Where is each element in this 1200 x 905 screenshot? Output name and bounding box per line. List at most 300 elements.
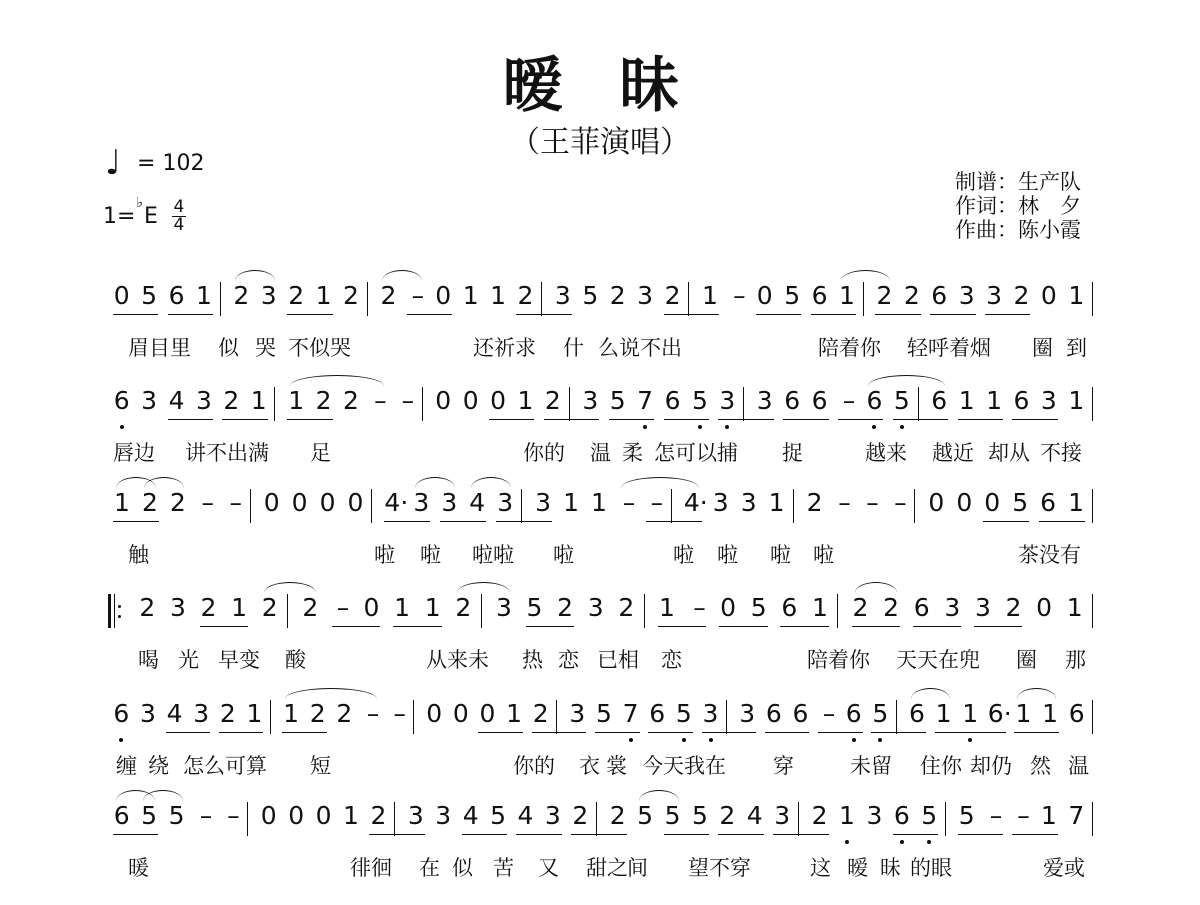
beam-underline (658, 626, 707, 627)
score-line (0, 385, 1200, 490)
extension-dash: – (336, 593, 350, 622)
note: 1 (701, 281, 718, 310)
bar-line (726, 700, 727, 734)
note: 4 (746, 801, 763, 830)
note: 1 (283, 699, 300, 728)
notation-row (0, 800, 1200, 860)
lyric: 天天在兜 (896, 648, 980, 672)
lyric: 住你 (920, 754, 962, 778)
extension-dash: – (650, 488, 664, 517)
note: 0 (435, 281, 452, 310)
bar-line (556, 700, 557, 734)
note: 2 (883, 593, 900, 622)
lyric: 在 (419, 856, 440, 880)
beam-underline (773, 834, 828, 835)
note: 2 (315, 386, 332, 415)
bar-line (541, 282, 542, 316)
lyric: 光 (178, 648, 199, 672)
note: 6 (811, 281, 828, 310)
tempo-marking (105, 143, 204, 183)
beam-underline (532, 732, 587, 733)
time-signature (172, 197, 186, 235)
beam-underline (168, 419, 213, 420)
bar-line (247, 802, 248, 836)
beam-underline (516, 834, 561, 835)
bar-line (914, 489, 915, 523)
octave-dot (900, 425, 904, 429)
beam-underline (664, 314, 719, 315)
note: 3 (544, 801, 561, 830)
bar-line (793, 489, 794, 523)
note: 1 (114, 488, 130, 517)
note: 1 (1068, 281, 1085, 310)
beam-underline (958, 419, 1003, 420)
note: 1 (563, 488, 579, 517)
lyric: 似 (452, 856, 473, 880)
bar-line (481, 594, 482, 628)
note: 1 (768, 488, 785, 517)
bar-line (1092, 489, 1093, 523)
note: 6 (866, 386, 883, 415)
bar-line (798, 802, 799, 836)
note: 6 (931, 281, 948, 310)
notation-row (0, 487, 1200, 547)
note: 2 (609, 281, 626, 310)
tempo-value: = 102 (137, 150, 205, 176)
lyric: 怎可以捕 (654, 441, 738, 465)
bar-line (270, 700, 271, 734)
note: 2 (618, 593, 635, 622)
note: 0 (263, 488, 280, 517)
bar-line (413, 700, 414, 734)
beam-underline (222, 419, 267, 420)
octave-dot (698, 425, 702, 429)
lyric: 喝 (138, 648, 159, 672)
note: 1 (1066, 593, 1083, 622)
lyric: 酸 (285, 648, 306, 672)
octave-dot (643, 425, 647, 429)
beam-underline (219, 732, 264, 733)
note: 5 (958, 801, 975, 830)
lyric: 似 (218, 336, 239, 360)
extension-dash: – (411, 281, 425, 310)
note: 2 (200, 593, 217, 622)
note: 3 (407, 801, 424, 830)
score-line (0, 698, 1200, 803)
note: 2 (141, 488, 158, 517)
extension-dash: – (894, 488, 907, 517)
note: 7 (1068, 801, 1085, 830)
lyric: 恋 (661, 648, 682, 672)
note: 6 (845, 699, 862, 728)
octave-dot (927, 840, 931, 844)
note: 6 (784, 386, 801, 415)
note: 1 (506, 699, 523, 728)
note: 3 (260, 281, 277, 310)
note: 1 (1042, 699, 1058, 728)
note: 0 (319, 488, 336, 517)
lyric: 苦 (493, 856, 514, 880)
note: 0 (452, 699, 469, 728)
note: 6 (931, 386, 948, 415)
note: 5 (664, 801, 681, 830)
extension-dash: – (822, 699, 836, 728)
beam-underline (544, 419, 599, 420)
note: 0 (756, 281, 773, 310)
lyric: 间 (627, 856, 648, 880)
beam-underline (369, 834, 424, 835)
note: 1 (424, 593, 441, 622)
score-line (0, 280, 1200, 385)
note: 1 (288, 386, 305, 415)
beam-underline (871, 732, 926, 733)
bar-line (422, 387, 423, 421)
key-prefix: 1= (103, 204, 136, 229)
note: 2 (223, 386, 240, 415)
note: 4· (384, 488, 409, 517)
beam-underline (664, 834, 709, 835)
beam-underline (838, 419, 883, 420)
beam-underline (113, 314, 158, 315)
note: 3 (958, 281, 975, 310)
lyric: 啦 (770, 543, 791, 567)
note: 3 (719, 386, 736, 415)
lyric: 短 (310, 754, 331, 778)
note: 5 (490, 801, 506, 830)
beam-underline (648, 732, 693, 733)
beam-underline (852, 626, 901, 627)
lyric: 陪着你 (818, 336, 881, 360)
note: 0 (347, 488, 364, 517)
note: 1 (1068, 488, 1084, 517)
note: 2 (664, 281, 681, 310)
note: 1 (839, 281, 855, 310)
extension-dash: – (374, 386, 387, 415)
slur (382, 270, 421, 281)
extension-dash: – (366, 699, 380, 728)
note: 6 (113, 699, 130, 728)
lyric: 你的 (513, 754, 555, 778)
note: 2 (544, 386, 561, 415)
note: 0 (956, 488, 973, 517)
note: 6 (913, 593, 930, 622)
note: 3 (774, 801, 791, 830)
note: 1 (394, 593, 411, 622)
lyric: 啦 (553, 543, 574, 567)
note: 0 (720, 593, 737, 622)
note: 1 (1068, 386, 1085, 415)
lyric: 今天我在 (642, 754, 726, 778)
lyric: 然 (1030, 754, 1051, 778)
lyric: 却从 (988, 441, 1030, 465)
lyric: 啦 (420, 543, 441, 567)
note: 6 (765, 699, 782, 728)
note: 3 (637, 281, 654, 310)
extension-dash: – (227, 801, 240, 830)
note: 7 (637, 386, 654, 415)
extension-dash: – (1017, 801, 1030, 830)
lyric: 温 (1068, 754, 1089, 778)
lyric: 轻呼着烟 (907, 336, 991, 360)
octave-dot (872, 425, 876, 429)
note: 5 (893, 386, 910, 415)
note: 3 (413, 488, 430, 517)
note: 5 (921, 801, 938, 830)
lyric: 茶没有 (1018, 543, 1081, 567)
lyrics-row (0, 750, 1200, 784)
beam-underline (958, 834, 1003, 835)
note: 2 (532, 699, 549, 728)
note: 2 (719, 801, 736, 830)
lyric: 啦 (717, 543, 738, 567)
score-line (0, 592, 1200, 697)
lyric: 越近 (932, 441, 974, 465)
note: 3 (582, 386, 599, 415)
note: 2 (903, 281, 920, 310)
lyric: 足 (310, 441, 331, 465)
lyric: 已相 (597, 648, 639, 672)
bar-line (918, 387, 919, 421)
note: 0 (363, 593, 380, 622)
note: 6 (1013, 386, 1030, 415)
time-signature-top: 4 (173, 197, 185, 217)
beam-underline (478, 732, 523, 733)
lyric: 望不穿 (688, 856, 751, 880)
bar-line (274, 387, 275, 421)
beam-underline (893, 834, 938, 835)
note: 1 (462, 281, 479, 310)
lyric: 不接 (1040, 441, 1082, 465)
note: 4 (462, 801, 479, 830)
note: 2 (517, 281, 534, 310)
octave-dot (629, 738, 633, 742)
beam-underline (718, 419, 773, 420)
note: 0 (260, 801, 277, 830)
beam-underline (384, 521, 430, 522)
note: 4 (469, 488, 486, 517)
note: 1 (962, 699, 979, 728)
lyric: 眉目里 (128, 336, 191, 360)
note: 3 (702, 699, 719, 728)
note: 6 (649, 699, 666, 728)
note: 3 (141, 386, 158, 415)
bar-line (1092, 387, 1093, 421)
beam-underline (166, 732, 211, 733)
bar-line (743, 387, 744, 421)
note: 6 (908, 699, 925, 728)
bar-line (367, 282, 368, 316)
note: 4 (168, 386, 185, 415)
lyric: 热 (522, 648, 543, 672)
credit-transcriber: 制谱：生产队 (955, 170, 1081, 194)
beam-underline (811, 314, 856, 315)
lyric: 唇边 (113, 441, 155, 465)
beam-underline (200, 626, 249, 627)
note: 3 (554, 281, 571, 310)
note: 4 (517, 801, 534, 830)
beam-underline (646, 521, 702, 522)
note: 5 (141, 281, 158, 310)
beam-underline (719, 626, 768, 627)
extension-dash: – (199, 801, 213, 830)
beam-underline (780, 626, 829, 627)
note: 0 (1040, 281, 1057, 310)
beam-underline (287, 314, 332, 315)
extension-dash: – (693, 593, 706, 622)
bar-line (371, 489, 372, 523)
note: 6 (811, 386, 828, 415)
note: 5 (750, 593, 767, 622)
note: 2 (343, 386, 359, 415)
key-signature (103, 194, 186, 235)
note: 3 (139, 699, 156, 728)
beam-underline (571, 834, 626, 835)
note: 6 (792, 699, 809, 728)
note: 3 (535, 488, 552, 517)
note: 3 (193, 699, 210, 728)
extension-dash: – (622, 488, 636, 517)
note: 1 (246, 699, 263, 728)
bar-line (837, 594, 838, 628)
note: 3 (866, 801, 883, 830)
note: 5 (168, 801, 185, 830)
note: 1 (986, 386, 1002, 415)
lyric: 爱或 (1043, 856, 1085, 880)
note: 3 (195, 386, 212, 415)
note: 1 (195, 281, 212, 310)
note: 3 (569, 699, 586, 728)
beam-underline (1012, 834, 1057, 835)
lyric: 哭 (255, 336, 276, 360)
notation-row (0, 698, 1200, 758)
note: 7 (622, 699, 639, 728)
note: 2 (169, 488, 186, 517)
note: 5 (526, 593, 543, 622)
note: 1 (591, 488, 607, 517)
note: 0 (426, 699, 443, 728)
note: 6 (893, 801, 910, 830)
note: 2 (609, 801, 626, 830)
extension-dash: – (989, 801, 1003, 830)
note: 3 (974, 593, 991, 622)
bar-line (394, 802, 395, 836)
note: 3 (944, 593, 961, 622)
beam-underline (818, 732, 863, 733)
note: 3 (495, 593, 512, 622)
lyric: 陪着你 (807, 648, 870, 672)
note: 0 (291, 488, 308, 517)
octave-dot (878, 738, 882, 742)
lyric: 的眼 (910, 856, 952, 880)
lyric: 圈 (1032, 336, 1053, 360)
note: 1 (343, 801, 359, 830)
note: 6 (781, 593, 798, 622)
extension-dash: – (229, 488, 242, 517)
slur (235, 270, 274, 281)
note: 2 (1005, 593, 1022, 622)
credit-composer: 作曲：陈小霞 (955, 218, 1081, 242)
note: 3 (739, 699, 756, 728)
lyric: 从来未 (426, 648, 489, 672)
credit-lyricist: 作词：林 夕 (955, 194, 1081, 218)
note: 2 (852, 593, 869, 622)
lyric: 啦 (813, 543, 834, 567)
lyric: 早变 (218, 648, 260, 672)
note: 5 (784, 281, 801, 310)
note: 0 (490, 386, 506, 415)
lyric: 甜之 (586, 856, 628, 880)
beam-underline (1012, 419, 1057, 420)
note: 3 (497, 488, 514, 517)
note: 2 (261, 593, 278, 622)
lyric: 裳 (606, 754, 627, 778)
lyrics-row (0, 332, 1200, 366)
note: 2 (219, 699, 236, 728)
key-note: E (144, 204, 158, 229)
note: 2 (572, 801, 589, 830)
score-line (0, 800, 1200, 905)
lyric: 不似 (288, 336, 330, 360)
note: 2 (233, 281, 250, 310)
note: 1 (811, 593, 828, 622)
beam-underline (282, 732, 327, 733)
note: 1 (490, 281, 506, 310)
lyric: 却仍 (970, 754, 1012, 778)
bar-line (250, 489, 251, 523)
note: 3 (1040, 386, 1057, 415)
repeat-start-sign (108, 594, 120, 628)
lyric: 怎么可算 (183, 754, 267, 778)
note: 2 (557, 593, 574, 622)
bar-line (569, 387, 570, 421)
note: 0 (984, 488, 1001, 517)
note: 5 (675, 699, 692, 728)
lyric: 讲不出满 (185, 441, 269, 465)
lyrics-row (0, 852, 1200, 886)
note: 3 (712, 488, 729, 517)
lyric: 哭 (330, 336, 351, 360)
extension-dash: – (393, 699, 406, 728)
lyric: 么说不出 (598, 336, 682, 360)
lyric: 捉 (782, 441, 803, 465)
note: 6· (987, 699, 1012, 728)
notation-row (0, 385, 1200, 445)
bar-line (671, 489, 672, 523)
beam-underline (496, 521, 552, 522)
note: 5 (1012, 488, 1029, 517)
note: 1 (517, 386, 534, 415)
note: 6 (168, 281, 185, 310)
lyrics-row (0, 644, 1200, 678)
beam-underline (783, 419, 828, 420)
note: 3 (986, 281, 1002, 310)
song-title: 暧 昧 (502, 51, 698, 121)
note: 6 (113, 801, 130, 830)
slur (841, 270, 890, 281)
extension-dash: – (838, 488, 851, 517)
note: 2 (806, 488, 823, 517)
note: 0 (479, 699, 496, 728)
lyric: 恋 (558, 648, 579, 672)
note: 1 (658, 593, 675, 622)
beam-underline (332, 626, 381, 627)
octave-dot (120, 425, 124, 429)
extension-dash: – (733, 281, 746, 310)
lyric: 衣 (579, 754, 600, 778)
note: 1 (1040, 801, 1057, 830)
note: 0 (1036, 593, 1053, 622)
octave-dot (682, 738, 686, 742)
